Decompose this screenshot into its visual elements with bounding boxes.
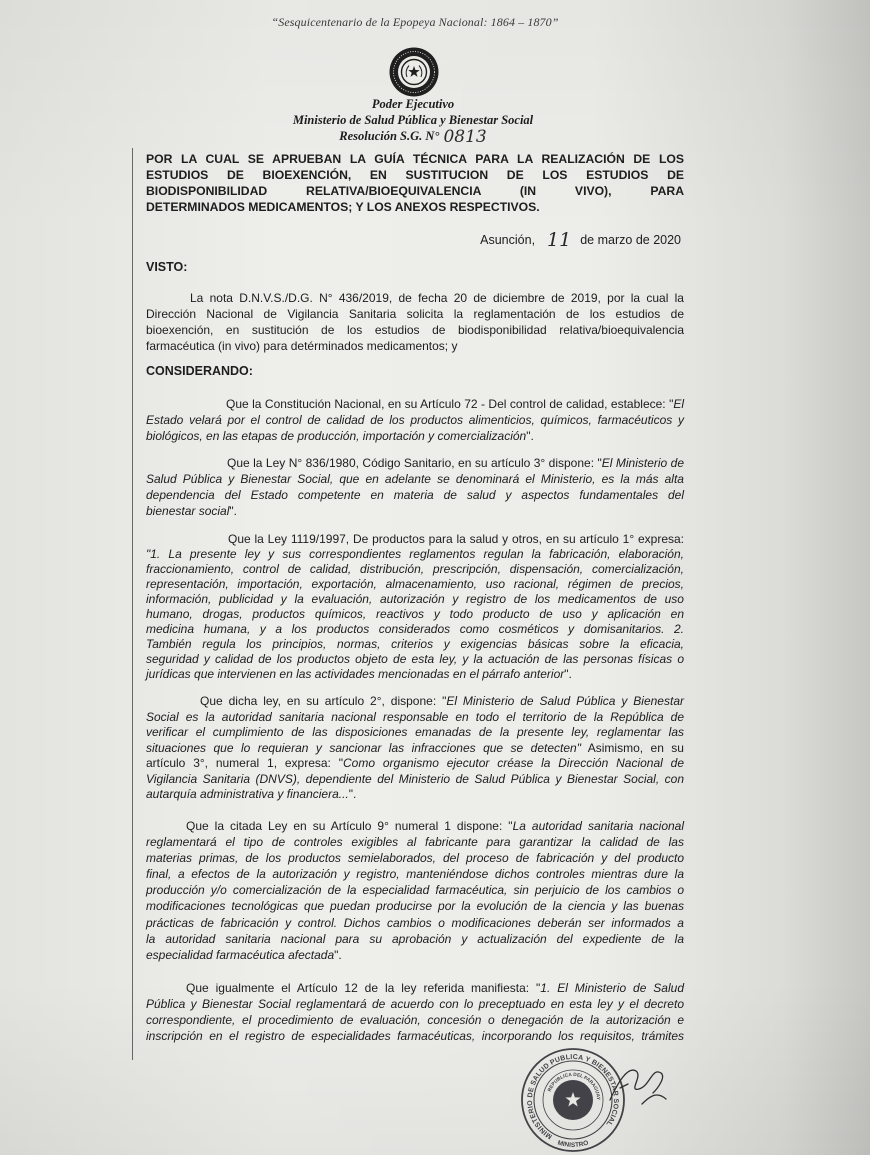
italic-quote-segment: medicina humana, y a los productos considerados como cosméticos y domisanitarios. 2. bbox=[146, 622, 684, 636]
text-line-content bbox=[146, 667, 572, 682]
signature bbox=[606, 1058, 670, 1110]
text-line bbox=[146, 547, 684, 562]
italic-quote-segment: modificaciones tecnológicas que puedan producirse por la evolución de la ciencia y las buenas bbox=[146, 899, 684, 914]
considerando-paragraph-4 bbox=[146, 694, 684, 803]
text-line-content bbox=[146, 1012, 684, 1028]
title-line bbox=[146, 183, 684, 199]
issuer-block bbox=[263, 96, 563, 145]
resolution-number-line bbox=[263, 128, 563, 145]
considerando-paragraph-6 bbox=[146, 980, 684, 1044]
resolution-title bbox=[146, 151, 684, 215]
text-line-content bbox=[146, 151, 684, 167]
italic-quote-segment: Social es la autoridad sanitaria nacional responsable en todo el territorio de la República de bbox=[146, 709, 684, 724]
italic-quote-segment: prácticas de fabricación y control. Dichos cambios o modificaciones deberán ser informados a bbox=[146, 915, 684, 930]
text-line bbox=[146, 487, 684, 503]
italic-quote-segment: Estado velará por el control de calidad de los productos alimenticios, químicos, farmacéuticos y bbox=[146, 413, 684, 427]
text-segment: ". bbox=[526, 429, 534, 443]
italic-quote-segment: "1. La presente ley y sus correspondientes reglamentos regulan la fabricación, elaboración, bbox=[146, 547, 684, 561]
text-segment: DETERMINADOS MEDICAMENTOS; Y LOS ANEXOS RESPECTIVOS. bbox=[146, 200, 540, 214]
text-segment: ". bbox=[229, 504, 237, 518]
text-line-content bbox=[146, 577, 684, 592]
text-segment: artículo 3°, numeral 1, expresa: " bbox=[146, 756, 343, 770]
text-line-content bbox=[146, 471, 684, 487]
svg-text:MINISTRO bbox=[557, 1140, 590, 1149]
text-line-content bbox=[146, 850, 684, 866]
header-motto: “Sesquicentenario de la Epopeya Nacional: 1864 – 1870” bbox=[271, 15, 559, 29]
stamp-inner-text: REPUBLICA DEL PARAGUAY bbox=[547, 1072, 601, 1101]
italic-quote-segment: producción y/o comercialización de la especialidad farmacéutica, sin perjuicio de los cambios o bbox=[146, 883, 684, 898]
text-line bbox=[146, 396, 684, 412]
text-line bbox=[146, 756, 684, 772]
italic-quote-segment: dependencia del Estado competente en materia de salud y aspectos fundamentales del bbox=[146, 488, 684, 502]
text-line bbox=[146, 947, 684, 963]
italic-quote-segment: humano, drogas, productos químicos, reactivos y todo producto de uso y aplicación en bbox=[146, 607, 684, 621]
text-line-content bbox=[200, 694, 684, 710]
text-line-content bbox=[146, 772, 684, 788]
italic-quote-segment: jurídicas que intervienen en las actividades mencionadas en el párrafo anterior bbox=[146, 667, 565, 681]
title-line bbox=[146, 167, 684, 183]
text-line-content bbox=[146, 199, 540, 215]
text-line-content bbox=[146, 322, 684, 338]
considerando-heading: CONSIDERANDO: bbox=[146, 364, 253, 378]
text-line bbox=[146, 637, 684, 652]
text-line-content bbox=[146, 637, 684, 652]
text-line-content bbox=[146, 741, 684, 757]
text-line bbox=[146, 980, 684, 996]
stamp-outer-text: MINISTERIO DE SALUD PUBLICA Y BIENESTAR SOCIAL bbox=[526, 1053, 620, 1140]
text-segment: bioexención, en sustitución de los estudios de biodisponibilidad relativa/bioequivalencia bbox=[146, 323, 684, 337]
date-line bbox=[480, 231, 681, 249]
text-line bbox=[146, 306, 684, 322]
text-line bbox=[146, 428, 684, 444]
text-line bbox=[146, 455, 684, 471]
text-line-content bbox=[146, 1028, 684, 1044]
text-line bbox=[146, 607, 684, 622]
text-line-content bbox=[146, 866, 684, 882]
date-place: Asunción, bbox=[480, 233, 536, 247]
text-line-content bbox=[146, 547, 684, 562]
text-segment: Dirección Nacional de Vigilancia Sanitaria solicita la reglamentación de los estudios de bbox=[146, 307, 684, 321]
text-line-content bbox=[226, 396, 684, 412]
text-line bbox=[146, 290, 684, 306]
text-segment: Que dicha ley, en su artículo 2°, dispone: " bbox=[200, 694, 447, 708]
text-line-content bbox=[228, 532, 684, 547]
text-line bbox=[146, 898, 684, 914]
resolution-number-handwritten: 0813 bbox=[443, 127, 487, 147]
text-line-content bbox=[146, 338, 457, 354]
text-line-content bbox=[146, 183, 684, 199]
italic-quote-segment: Vigilancia Sanitaria (DNVS), dependiente del Ministerio de Salud Pública y Bienestar Social, con bbox=[146, 771, 684, 786]
text-line bbox=[146, 1028, 684, 1044]
italic-quote-segment: La autoridad sanitaria nacional bbox=[512, 819, 685, 833]
title-line bbox=[146, 151, 684, 167]
text-line-content bbox=[146, 167, 684, 183]
text-line-content bbox=[146, 412, 684, 428]
italic-quote-segment: representación, importación, exportación, almacenamiento, uso racional, régimen de precios, bbox=[146, 577, 684, 591]
italic-quote-segment: reglamentará el tipo de controles exigibles al fabricante para garantizar la calidad de las bbox=[146, 835, 684, 850]
text-line bbox=[146, 592, 684, 607]
text-line bbox=[146, 322, 684, 338]
text-line bbox=[146, 577, 684, 592]
considerando-paragraph-3 bbox=[146, 532, 684, 682]
text-line bbox=[146, 882, 684, 898]
date-month-year: de marzo de 2020 bbox=[580, 233, 681, 247]
considerando-paragraph-5 bbox=[146, 818, 684, 963]
left-margin-line bbox=[132, 148, 133, 1060]
italic-quote-segment: fraccionamiento, control de calidad, distribución, prescripción, dispensación, comercialización, bbox=[146, 562, 684, 576]
text-line bbox=[146, 667, 684, 682]
text-segment: La nota D.N.V.S./D.G. N° 436/2019, de fecha 20 de diciembre de 2019, por la cual la bbox=[190, 291, 684, 305]
italic-quote-segment: biológicos, en las etapas de producción, importación y comercialización bbox=[146, 429, 527, 443]
text-line-content bbox=[146, 622, 684, 637]
italic-quote-segment: El Ministerio de bbox=[601, 456, 684, 470]
text-segment: Que igualmente el Artículo 12 de la ley referida manifiesta: " bbox=[186, 981, 541, 995]
text-line bbox=[146, 772, 684, 788]
title-line bbox=[146, 199, 684, 215]
text-line-content bbox=[146, 787, 356, 803]
visto-paragraph bbox=[146, 290, 684, 354]
text-line bbox=[146, 412, 684, 428]
visto-heading: VISTO: bbox=[146, 260, 188, 274]
italic-quote-segment: 1. El Ministerio de Salud bbox=[540, 981, 684, 995]
italic-quote-segment: Como organismo ejecutor créase la Dirección Nacional de bbox=[343, 756, 684, 770]
text-line-content bbox=[190, 290, 684, 306]
text-line-content bbox=[186, 818, 684, 834]
text-line bbox=[146, 866, 684, 882]
text-line bbox=[146, 741, 684, 757]
text-line-content bbox=[146, 898, 684, 914]
text-line-content bbox=[146, 487, 684, 503]
text-line bbox=[146, 503, 684, 519]
italic-quote-segment: especialidad farmacéutica afectada bbox=[146, 947, 335, 962]
text-line-content bbox=[227, 455, 684, 471]
text-line-content bbox=[146, 931, 684, 947]
text-line-content bbox=[146, 652, 684, 667]
issuer-branch: Poder Ejecutivo bbox=[371, 97, 455, 111]
text-line-content bbox=[146, 996, 684, 1012]
text-line-content bbox=[146, 947, 342, 963]
text-segment: BIODISPONIBILIDAD RELATIVA/BIOEQUIVALENCIA (IN VIVO), PARA bbox=[146, 184, 684, 198]
text-line-content bbox=[146, 710, 684, 726]
text-segment: ". bbox=[564, 667, 572, 681]
text-segment: Asimismo, en su bbox=[580, 740, 684, 755]
text-line bbox=[146, 818, 684, 834]
text-line-content bbox=[146, 725, 684, 741]
italic-quote-segment: verificar el cumplimiento de las disposiciones emanadas de la presente ley, reglamentar las bbox=[146, 725, 684, 739]
text-line-content bbox=[146, 882, 684, 898]
text-line bbox=[146, 787, 684, 803]
italic-quote-segment: El bbox=[673, 397, 684, 411]
text-line bbox=[146, 850, 684, 866]
text-line bbox=[146, 622, 684, 637]
text-line-content bbox=[146, 306, 684, 322]
text-line bbox=[146, 996, 684, 1012]
date-day-handwritten: 11 bbox=[547, 229, 572, 251]
text-segment: POR LA CUAL SE APRUEBAN LA GUÍA TÉCNICA PARA LA REALIZACIÓN DE LOS bbox=[146, 152, 684, 166]
italic-quote-segment: seguridad y calidad de los productos objeto de esta ley, y la actuación de las personas físicas o bbox=[146, 652, 684, 666]
italic-quote-segment: situaciones que lo requieran y sancionar las infracciones que se detecten" bbox=[146, 740, 581, 755]
text-line-content bbox=[146, 607, 684, 622]
text-line-content bbox=[146, 428, 534, 444]
text-line bbox=[146, 652, 684, 667]
resolution-label: Resolución S.G. N° bbox=[339, 129, 440, 143]
text-line-content bbox=[146, 756, 684, 772]
national-seal-icon bbox=[388, 46, 440, 98]
text-line-content bbox=[146, 592, 684, 607]
text-line bbox=[146, 1012, 684, 1028]
text-line bbox=[146, 931, 684, 947]
text-line bbox=[146, 694, 684, 710]
text-segment: ESTUDIOS DE BIOEXENCIÓN, EN SUSTITUCION DE LOS ESTUDIOS DE bbox=[146, 168, 684, 182]
italic-quote-segment: correspondiente, el procedimiento de evaluación, concesión o denegación de la autorización e bbox=[146, 1013, 684, 1027]
text-line-content bbox=[186, 980, 684, 996]
text-line-content bbox=[146, 915, 684, 931]
text-segment: Que la Ley 1119/1997, De productos para la salud y otros, en su artículo 1° expresa: bbox=[228, 532, 684, 546]
considerando-paragraph-1 bbox=[146, 396, 684, 444]
italic-quote-segment: También regula los principios, normas, criterios y exigencias básicas sobre la eficacia, bbox=[146, 637, 684, 651]
text-segment: ". bbox=[334, 947, 342, 962]
italic-quote-segment: Pública y Bienestar Social reglamentará de acuerdo con lo preceptuado en esta ley y el decreto bbox=[146, 997, 684, 1011]
text-line-content bbox=[146, 503, 237, 519]
italic-quote-segment: materias primas, de los productos semielaborados, del proceso de fabricación y del producto bbox=[146, 851, 684, 866]
italic-quote-segment: la autoridad sanitaria nacional para su aprobación y actualización del expediente de la bbox=[146, 931, 684, 946]
stamp-bottom-text: MINISTRO bbox=[556, 1139, 590, 1149]
text-segment: Que la Constitución Nacional, en su Artículo 72 - Del control de calidad, establece: " bbox=[226, 397, 674, 411]
italic-quote-segment: autarquía administrativa y financiera... bbox=[146, 787, 349, 801]
text-segment: ". bbox=[348, 787, 357, 801]
italic-quote-segment: bienestar social bbox=[146, 504, 230, 518]
italic-quote-segment: El Ministerio de Salud Pública y Bienestar bbox=[446, 694, 684, 708]
text-line bbox=[146, 562, 684, 577]
italic-quote-segment: información, publicidad y la evaluación, autorización y registro de los medicamentos de uso bbox=[146, 592, 684, 606]
text-line bbox=[146, 532, 684, 547]
text-segment: farmacéutica (in vivo) para detérminados medicamentos; y bbox=[146, 339, 458, 353]
text-line bbox=[146, 710, 684, 726]
issuer-ministry: Ministerio de Salud Pública y Bienestar Social bbox=[292, 113, 534, 127]
text-line bbox=[146, 338, 684, 354]
text-segment: Que la Ley N° 836/1980, Código Sanitario, en su artículo 3° dispone: " bbox=[227, 456, 602, 470]
text-line bbox=[146, 915, 684, 931]
text-line-content bbox=[146, 834, 684, 850]
text-line-content bbox=[146, 562, 684, 577]
text-segment: Que la citada Ley en su Artículo 9° numeral 1 dispone: " bbox=[186, 819, 513, 833]
text-line bbox=[146, 471, 684, 487]
text-line bbox=[146, 725, 684, 741]
text-line bbox=[146, 834, 684, 850]
italic-quote-segment: final, a efectos de la autorización y registro, manteniéndose dichos controles mientras dure la bbox=[146, 867, 684, 882]
italic-quote-segment: Salud Pública y Bienestar Social, que en adelante se denominará el Ministerio, es la más alta bbox=[146, 472, 684, 486]
considerando-paragraph-2 bbox=[146, 455, 684, 519]
italic-quote-segment: inscripción en el registro de especialidades farmacéuticas, incorporando los requisitos, trámites bbox=[146, 1029, 684, 1043]
